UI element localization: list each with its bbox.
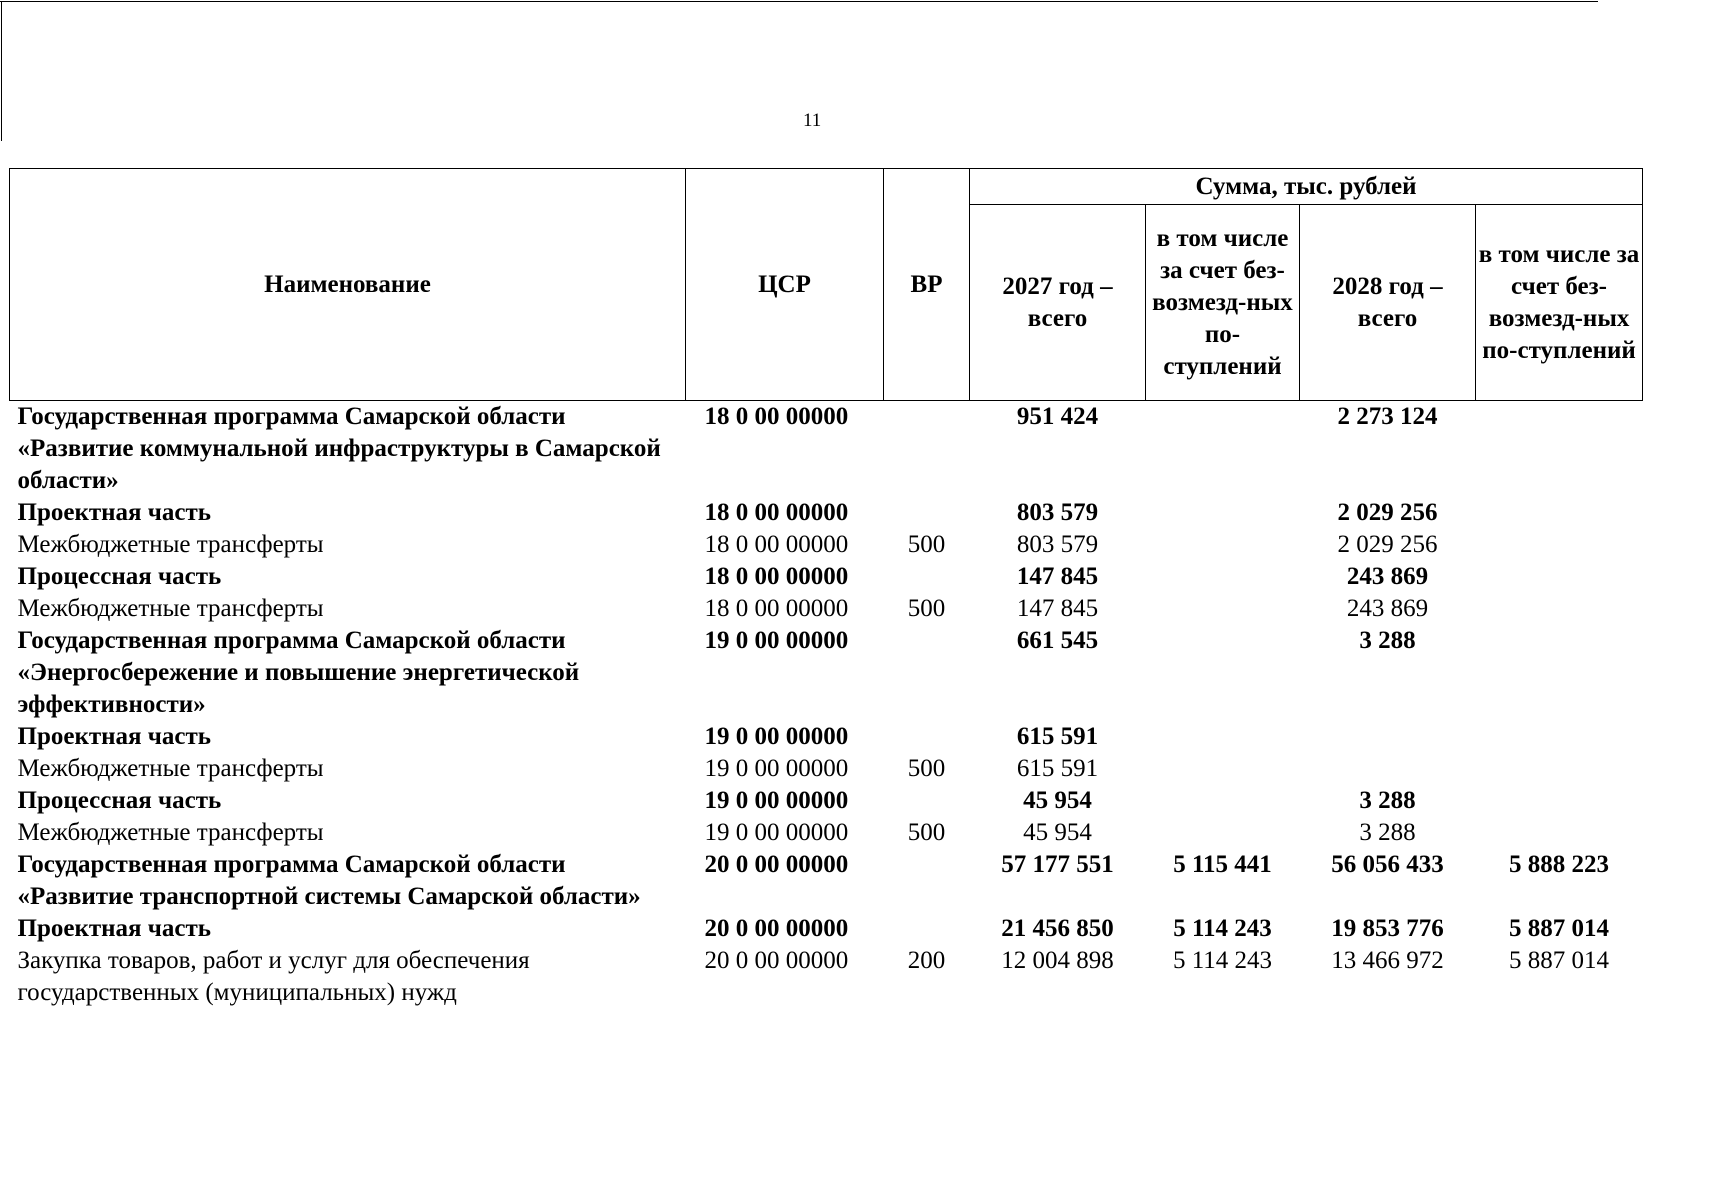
cell-2027-total: 661 545 [1016,627,1099,654]
cell-vr: 500 [907,819,946,846]
cell-2027-total: 147 845 [1016,595,1099,622]
cell-2027-gratuitous [1146,529,1300,561]
cell-vr [884,625,970,721]
header-2028-total: 2028 год – всего [1300,205,1476,401]
cell-csr: 20 0 00 00000 [704,947,849,974]
table-row [10,753,1643,785]
cell-2027-gratuitous [1146,401,1300,498]
cell-2027-gratuitous [1146,561,1300,593]
cell-vr [884,497,970,529]
cell-csr: 19 0 00 00000 [704,723,849,750]
cell-2028-gratuitous [1476,401,1643,498]
cell-vr [884,913,970,945]
cell-csr: 18 0 00 00000 [704,403,849,430]
cell-name: Государственная программа Самарской области «Энергосбережение и повышение энергетической эффективности» [17,627,580,718]
cell-name: Межбюджетные трансферты [17,819,324,846]
cell-csr: 18 0 00 00000 [704,531,849,558]
cell-2027-total: 21 456 850 [1001,915,1114,942]
cell-2028-gratuitous [1476,721,1643,753]
cell-2028-gratuitous: 5 887 014 [1509,915,1610,942]
header-2027-gratuitous: в том числе за счет без-возмезд-ных по-ступлений [1146,205,1300,401]
cell-vr [884,401,970,498]
table-row [10,945,1643,1009]
cell-csr: 19 0 00 00000 [704,819,849,846]
cell-2027-gratuitous: 5 114 243 [1172,947,1273,974]
cell-vr: 500 [907,531,946,558]
table-row [10,785,1643,817]
cell-2028-total: 3 288 [1359,819,1416,846]
cell-2027-gratuitous [1146,753,1300,785]
table-body [10,401,1643,1010]
cell-2027-gratuitous [1146,593,1300,625]
cell-csr: 20 0 00 00000 [704,851,849,878]
page-left-rule [1,1,2,141]
cell-csr: 18 0 00 00000 [704,563,849,590]
cell-2028-gratuitous [1476,785,1643,817]
table-row [10,401,1643,498]
header-vr: ВР [884,169,970,401]
cell-2027-total: 45 954 [1023,787,1092,814]
cell-2028-gratuitous [1476,561,1643,593]
cell-vr [884,721,970,753]
cell-2028-gratuitous [1476,625,1643,721]
cell-2027-gratuitous: 5 115 441 [1173,851,1272,878]
cell-2028-total [1300,753,1476,785]
cell-2027-total: 45 954 [1023,819,1092,846]
table-row [10,817,1643,849]
cell-csr: 20 0 00 00000 [704,915,849,942]
cell-2028-total: 13 466 972 [1331,947,1444,974]
cell-vr [884,849,970,913]
cell-2027-total: 615 591 [1016,723,1099,750]
cell-2028-gratuitous [1476,753,1643,785]
cell-2028-total: 56 056 433 [1331,851,1444,878]
table-row [10,625,1643,721]
table-row [10,721,1643,753]
cell-2028-gratuitous [1476,817,1643,849]
cell-name: Проектная часть [17,723,212,750]
cell-2027-total: 57 177 551 [1001,851,1114,878]
cell-2028-gratuitous: 5 887 014 [1509,947,1610,974]
cell-2027-total: 803 579 [1016,531,1099,558]
table-header [10,169,1643,401]
cell-name: Государственная программа Самарской области «Развитие транспортной системы Самарской области» [17,851,641,910]
cell-csr: 18 0 00 00000 [704,499,849,526]
table-row [10,561,1643,593]
header-2028-gratuitous: в том числе за счет без-возмезд-ных по-ступлений [1476,205,1643,401]
page-top-rule [0,1,1598,2]
cell-name: Межбюджетные трансферты [17,595,324,622]
cell-2028-total [1300,721,1476,753]
header-sum-group: Сумма, тыс. рублей [970,169,1643,205]
cell-name: Проектная часть [17,915,212,942]
cell-2027-gratuitous [1146,721,1300,753]
table-row [10,497,1643,529]
table-row [10,849,1643,913]
cell-2028-gratuitous [1476,529,1643,561]
cell-vr: 500 [907,755,946,782]
cell-2027-gratuitous [1146,625,1300,721]
cell-vr [884,561,970,593]
cell-name: Межбюджетные трансферты [17,531,324,558]
page-number: 11 [803,110,822,131]
cell-2027-total: 147 845 [1016,563,1099,590]
cell-name: Государственная программа Самарской области «Развитие коммунальной инфраструктуры в Самарской области» [17,403,661,494]
cell-name: Межбюджетные трансферты [17,755,324,782]
header-name: Наименование [10,169,686,401]
cell-2028-total: 243 869 [1346,595,1429,622]
cell-2028-gratuitous [1476,497,1643,529]
cell-2027-total: 951 424 [1016,403,1099,430]
cell-2027-gratuitous [1146,817,1300,849]
cell-2027-total: 615 591 [1016,755,1099,782]
cell-vr: 500 [907,595,946,622]
cell-2028-total: 2 029 256 [1337,499,1438,526]
cell-2028-gratuitous [1476,593,1643,625]
cell-csr: 19 0 00 00000 [704,627,849,654]
cell-csr: 19 0 00 00000 [704,787,849,814]
cell-2028-gratuitous: 5 888 223 [1509,851,1610,878]
cell-vr [884,785,970,817]
cell-csr: 19 0 00 00000 [704,755,849,782]
table-row [10,529,1643,561]
cell-2028-total: 2 029 256 [1337,531,1438,558]
cell-2028-total: 19 853 776 [1331,915,1444,942]
cell-2027-gratuitous [1146,497,1300,529]
cell-2028-total: 243 869 [1346,563,1429,590]
cell-2027-gratuitous [1146,785,1300,817]
cell-name: Закупка товаров, работ и услуг для обеспечения государственных (муниципальных) нужд [17,947,530,1006]
cell-name: Процессная часть [17,563,222,590]
header-2027-total: 2027 год – всего [970,205,1146,401]
cell-2027-total: 803 579 [1016,499,1099,526]
header-csr: ЦСР [686,169,884,401]
cell-name: Процессная часть [17,787,222,814]
cell-2028-total: 2 273 124 [1337,403,1438,430]
cell-2028-total: 3 288 [1359,627,1416,654]
cell-vr: 200 [907,947,946,974]
cell-2027-gratuitous: 5 114 243 [1173,915,1272,942]
cell-2028-total: 3 288 [1359,787,1416,814]
table-row [10,913,1643,945]
table-row [10,593,1643,625]
cell-2027-total: 12 004 898 [1001,947,1114,974]
cell-name: Проектная часть [17,499,212,526]
cell-csr: 18 0 00 00000 [704,595,849,622]
budget-table [9,168,1643,1009]
